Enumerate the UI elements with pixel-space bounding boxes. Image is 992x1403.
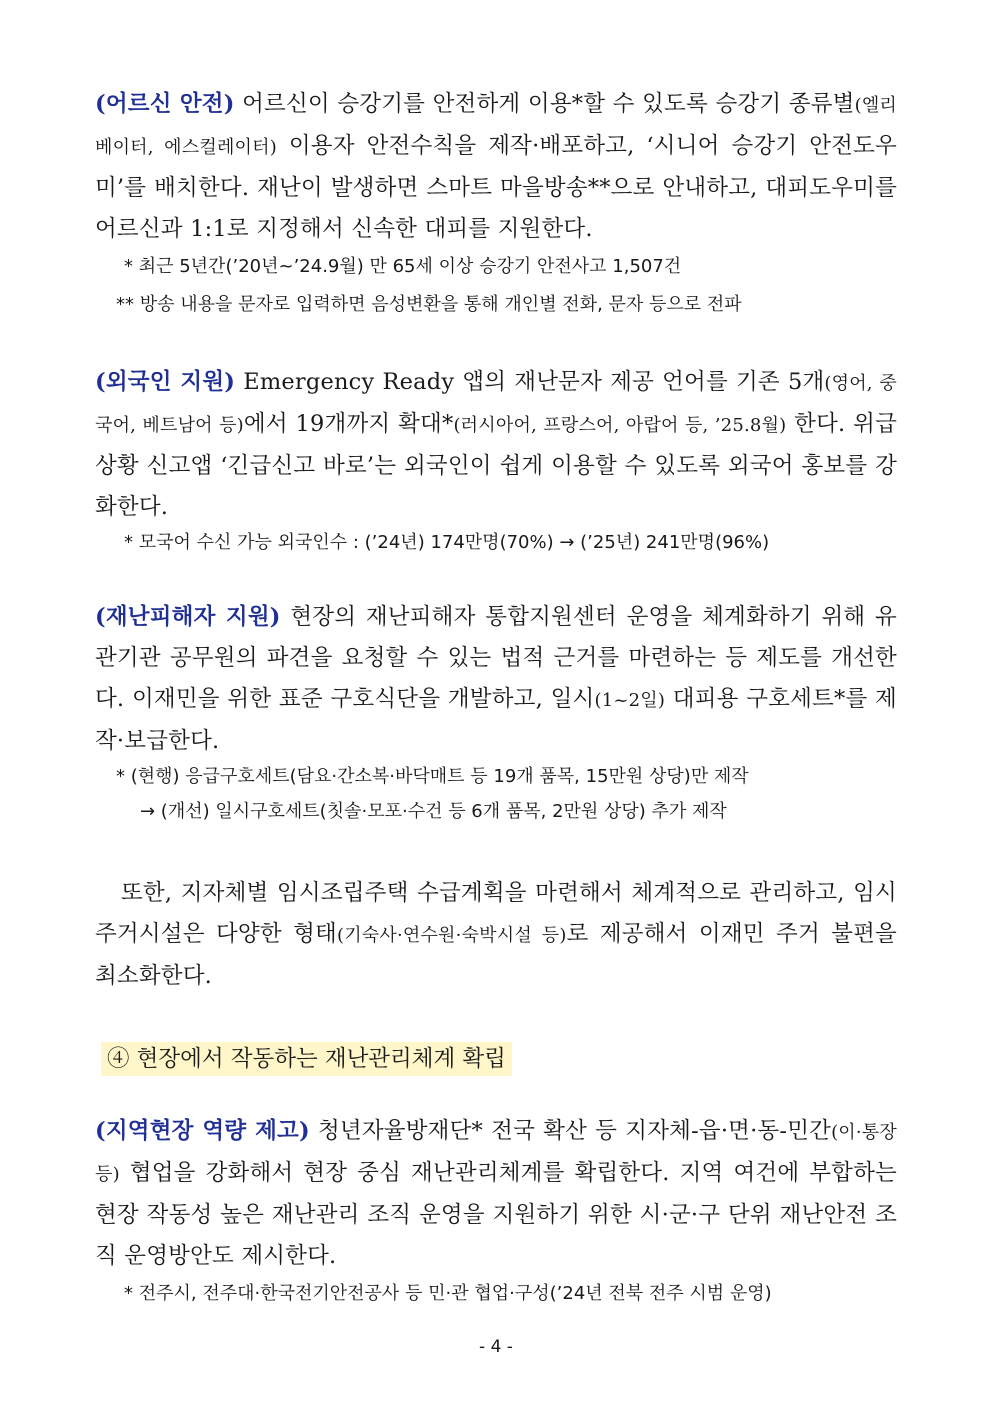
housing-body-1: 또한, 지자체별 임시조립주택 수급계획을 마련해서 체계적으로 관리하고, 임시주거시설은 다양한 형태: [95, 880, 897, 947]
local-note-1: * 전주시, 전주대·한국전기안전공사 등 민·관 협업·구성(’24년 전북 전주 시범 운영): [124, 1283, 772, 1304]
victim-body-small: (1~2일): [594, 690, 666, 711]
victim-note-1: * (현행) 응급구호세트(담요·간소복·바닥매트 등 19개 품목, 15만원 상당)만 제작: [116, 766, 749, 787]
elderly-safety-paragraph: [95, 84, 897, 250]
elderly-safety-tag: (어르신 안전): [95, 91, 235, 117]
victim-support-tag: (재난피해자 지원): [95, 604, 281, 630]
elderly-note-2: ** 방송 내용을 문자로 입력하면 음성변환을 통해 개인별 전화, 문자 등으로 전파: [116, 294, 742, 315]
local-body-1: 청년자율방재단* 전국 확산 등 지자체-읍·면·동-민간: [309, 1118, 832, 1144]
local-capacity-tag: (지역현장 역량 제고): [95, 1118, 310, 1144]
foreigner-body-3: 한다. 위급상황 신고앱 ‘긴급신고 바로’는 외국인이 쉽게 이용할 수 있도록 외국어 홍보를 강화한다.: [95, 411, 898, 520]
elderly-body-2: 이용자 안전수칙을 제작·배포하고, ‘시니어 승강기 안전도우미’를 배치한다. 재난이 발생하면 스마트 마을방송**으로 안내하고, 대피도우미를 어르신과 1:1로 지정해서 신속한 대피를 지원한다.: [95, 133, 897, 242]
victim-body-1: 현장의 재난피해자 통합지원센터 운영을 체계화하기 위해 유관기관 공무원의 파견을 요청할 수 있는 법적 근거를 마련하는 등 제도를 개선한다. 이재민을 위한 표준 구호식단을 개발하고, 일시: [95, 604, 897, 712]
victim-support-paragraph: [95, 597, 897, 762]
local-body-2: 협업을 강화해서 현장 중심 재난관리체계를 확립한다. 지역 여건에 부합하는 현장 작동성 높은 재난관리 조직 운영을 지원하기 위한 시·군·구 단위 재난안전 조직 운영방안도 제시한다.: [95, 1160, 897, 1269]
elderly-note-1: * 최근 5년간(’20년~’24.9월) 만 65세 이상 승강기 안전사고 1,507건: [124, 256, 682, 277]
victim-note-2: → (개선) 일시구호세트(칫솔·모포·수건 등 6개 품목, 2만원 상당) 추가 제작: [140, 801, 727, 822]
housing-body-2: 로 제공해서 이재민 주거 불편을 최소화한다.: [95, 921, 897, 989]
elderly-body-1: 어르신이 승강기를 안전하게 이용*할 수 있도록 승강기 종류별: [234, 91, 855, 117]
foreigner-body-small-2: (러시아어, 프랑스어, 아랍어 등, ’25.8월): [453, 415, 787, 436]
local-body-small: (이·통장 등): [95, 1122, 897, 1185]
foreigner-support-tag: (외국인 지원): [95, 369, 236, 395]
foreigner-body-1: Emergency Ready 앱의 재난문자 제공 언어를 기존 5개: [235, 369, 825, 395]
foreigner-body-small-1: (영어, 중국어, 베트남어 등): [95, 373, 897, 436]
section-heading: ④ 현장에서 작동하는 재난관리체계 확립: [101, 1042, 512, 1076]
foreigner-body-2: 에서 19개까지 확대*: [243, 411, 454, 437]
page-number: - 4 -: [479, 1337, 513, 1357]
foreigner-support-paragraph: [95, 362, 897, 528]
elderly-body-small: (엘리베이터, 에스컬레이터): [95, 95, 897, 158]
housing-body-small: (기숙사·연수원·숙박시설 등): [336, 925, 567, 946]
victim-body-2: 대피용 구호세트*를 제작·보급한다.: [95, 686, 897, 754]
foreigner-note-1: * 모국어 수신 가능 외국인수 : (’24년) 174만명(70%) → (’25년) 241만명(96%): [124, 532, 770, 553]
housing-paragraph: [95, 873, 897, 997]
local-capacity-paragraph: [95, 1111, 897, 1277]
